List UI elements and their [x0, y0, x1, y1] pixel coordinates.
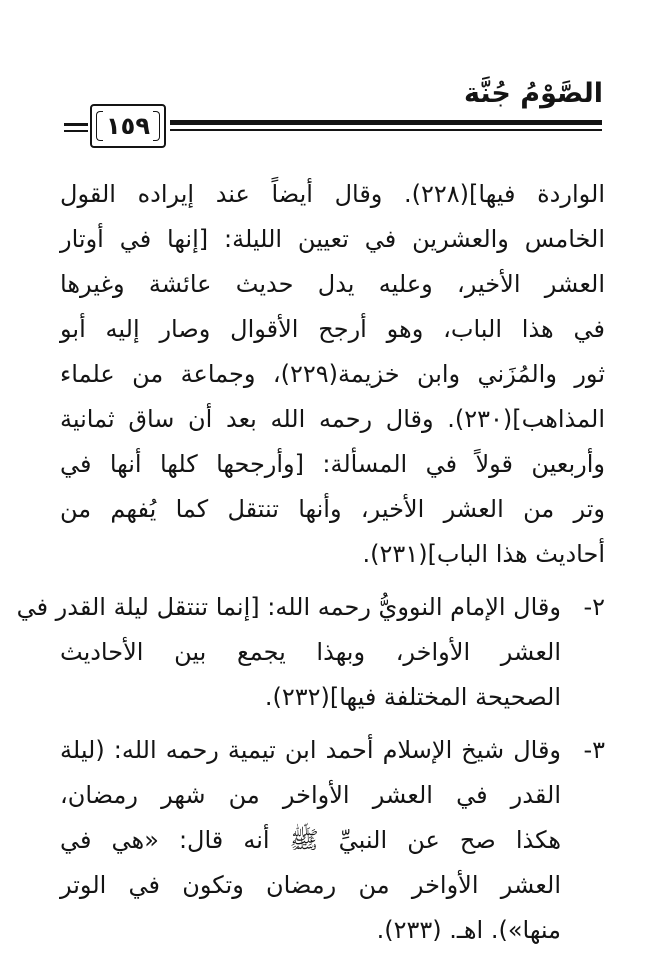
text-line: هكذا صح عن النبيِّ ﷺ أنه قال: «هي في — [60, 826, 561, 854]
header-rule-right — [170, 120, 602, 125]
page-body — [16, 172, 606, 953]
header-rule-left-thin — [64, 130, 88, 132]
running-title: الصَّوْمُ جُنَّة — [464, 78, 603, 109]
text-line: العشر الأواخر من رمضان وتكون في الوتر — [60, 871, 561, 899]
text-line: ثور والمُزَني وابن خزيمة(٢٢٩)، وجماعة من علماء — [60, 360, 605, 388]
page-number-frame — [90, 104, 166, 148]
page-number: ١٥٩ — [106, 112, 150, 140]
item-number: ٣- — [583, 736, 605, 764]
text-line: القدر في العشر الأواخر من شهر رمضان، — [60, 781, 561, 809]
header-rule-right-thin — [170, 129, 602, 131]
header-rule-left — [64, 123, 88, 126]
text-line: الواردة فيها](٢٢٨). وقال أيضاً عند إيراده القول — [60, 180, 606, 208]
text-line: وقال شيخ الإسلام أحمد ابن تيمية رحمه الله: (ليلة — [60, 736, 561, 764]
text-line: العشر الأواخر، وبهذا يجمع بين الأحاديث — [60, 638, 561, 666]
intro-paragraph — [60, 172, 605, 577]
text-line: أحاديث هذا الباب](٢٣١). — [362, 540, 605, 568]
text-line: المذاهب](٢٣٠). وقال رحمه الله بعد أن ساق ثمانية — [60, 405, 605, 433]
page-header — [0, 0, 665, 150]
text-line: الصحيحة المختلفة فيها](٢٣٢). — [264, 683, 561, 711]
text-line: وأربعين قولاً في المسألة: [وأرجحها كلها أنها في — [60, 450, 605, 478]
numbered-item — [60, 728, 605, 953]
text-line: الخامس والعشرين في تعيين الليلة: [إنها في أوتار — [60, 225, 605, 253]
text-line: في هذا الباب، وهو أرجح الأقوال وصار إليه أبو — [60, 315, 605, 343]
text-line: وقال الإمام النوويُّ رحمه الله: [إنما تنتقل ليلة القدر في — [16, 593, 561, 621]
text-line: منها»). اهـ. (٢٣٣). — [376, 916, 561, 944]
item-number: ٢- — [583, 593, 605, 621]
text-line: العشر الأخير، وعليه يدل حديث عائشة وغيرها — [60, 270, 605, 298]
text-line: وتر من العشر الأخير، وأنها تنتقل كما يُفهم من — [60, 495, 605, 523]
numbered-item — [16, 585, 605, 720]
